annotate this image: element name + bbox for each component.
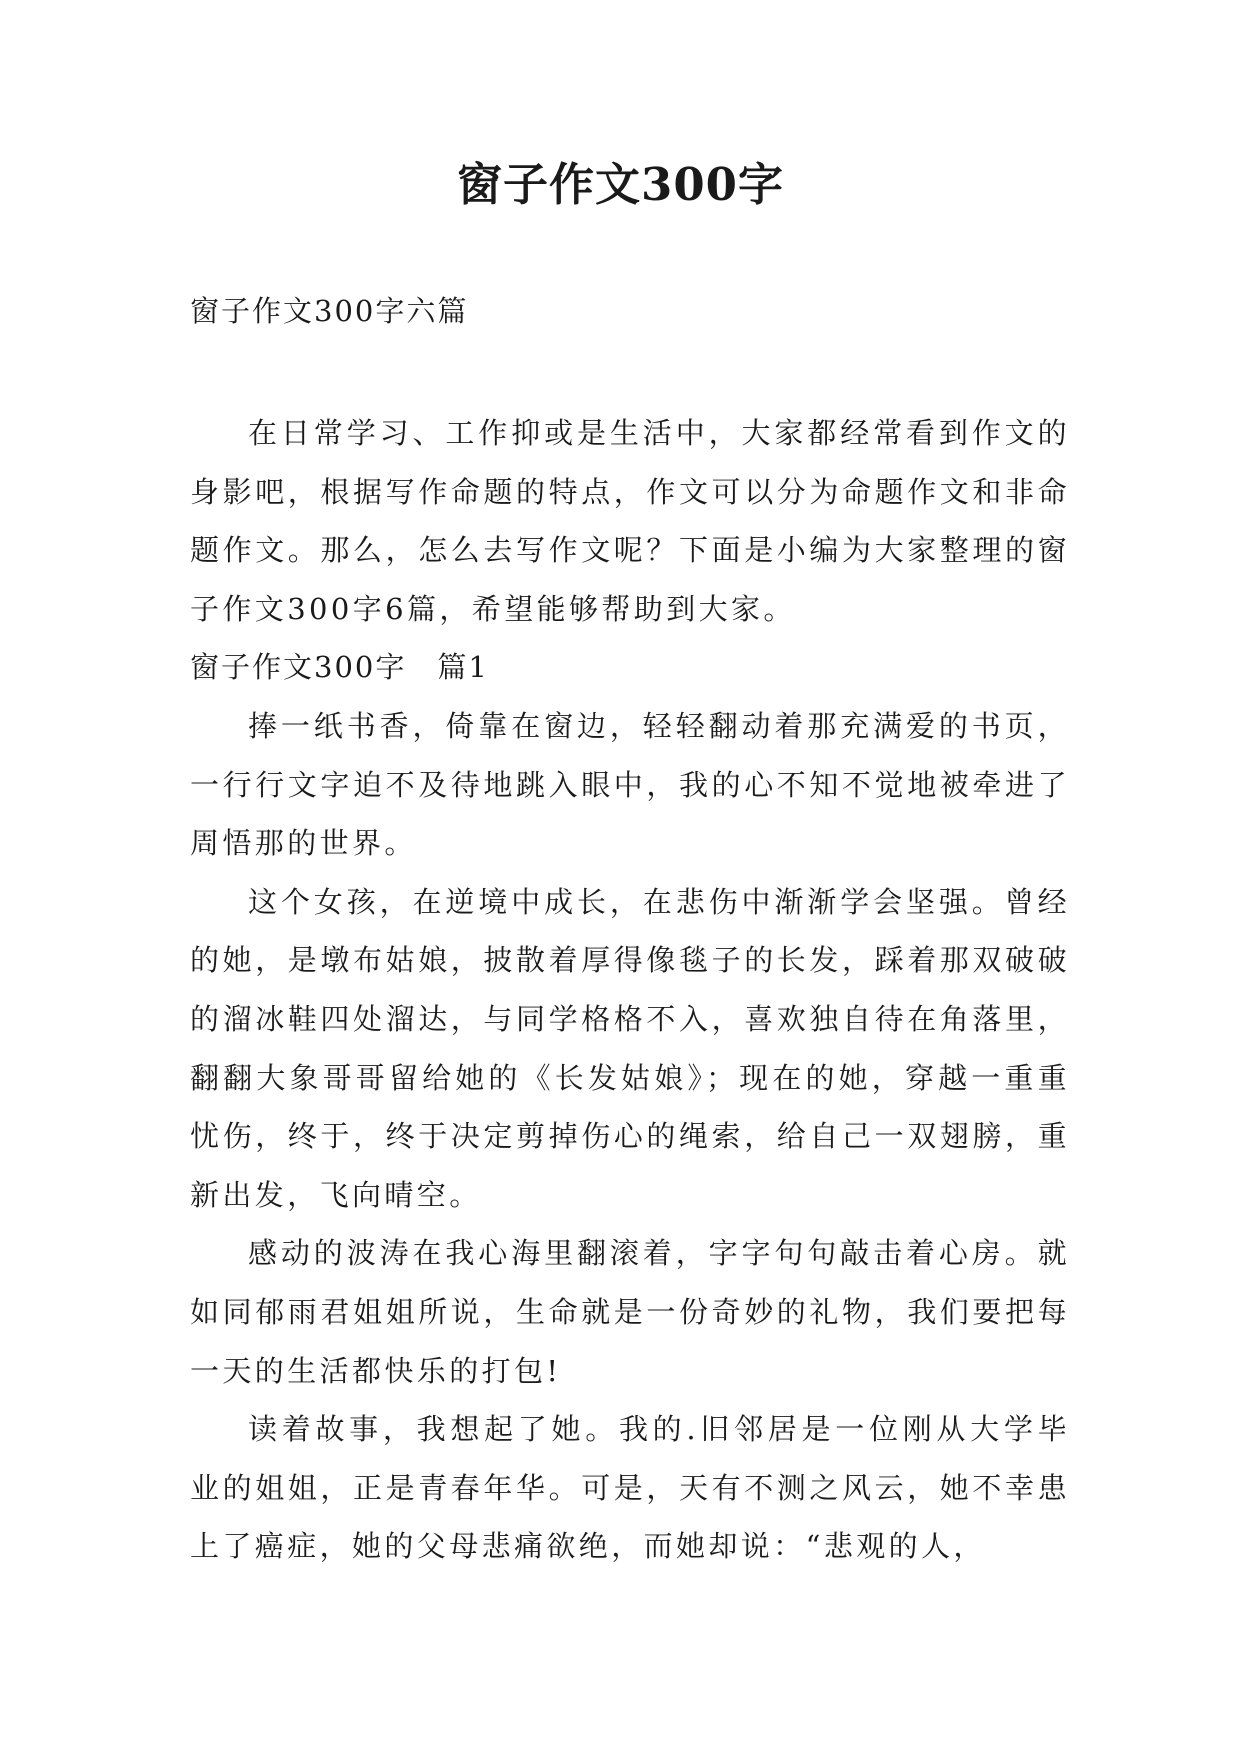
body-paragraph: 这个女孩，在逆境中成长，在悲伤中渐渐学会坚强。曾经的她，是墩布姑娘，披散着厚得像毯子的长发，踩着那双破破的溜冰鞋四处溜达，与同学格格不入，喜欢独自待在角落里，翻翻大象哥哥留给她的《长发姑娘》；现在的她，穿越一重重忧伤，终于，终于决定剪掉伤心的绳索，给自己一双翅膀，重新出发，飞向晴空。 — [190, 884, 1070, 1212]
section-heading: 窗子作文300字 篇1 — [190, 650, 489, 685]
intro-paragraph: 在日常学习、工作抑或是生活中，大家都经常看到作文的身影吧，根据写作命题的特点，作文可以分为命题作文和非命题作文。那么，怎么去写作文呢？下面是小编为大家整理的窗子作文300字6篇，希望能够帮助到大家。 — [190, 416, 1070, 626]
document-body — [190, 404, 1070, 1576]
body-paragraph: 感动的波涛在我心海里翻滚着，字字句句敲击着心房。就如同郁雨君姐姐所说，生命就是一份奇妙的礼物，我们要把每一天的生活都快乐的打包! — [190, 1236, 1070, 1388]
body-paragraph: 读着故事，我想起了她。我的.旧邻居是一位刚从大学毕业的姐姐，正是青春年华。可是，天有不测之风云，她不幸患上了癌症，她的父母悲痛欲绝，而她却说：“悲观的人， — [190, 1412, 1070, 1564]
document-subtitle: 窗子作文300字六篇 — [190, 294, 469, 328]
body-paragraph: 捧一纸书香，倚靠在窗边，轻轻翻动着那充满爱的书页，一行行文字迫不及待地跳入眼中，我的心不知不觉地被牵进了周悟那的世界。 — [190, 708, 1070, 861]
document-title: 窗子作文300字 — [457, 158, 784, 211]
